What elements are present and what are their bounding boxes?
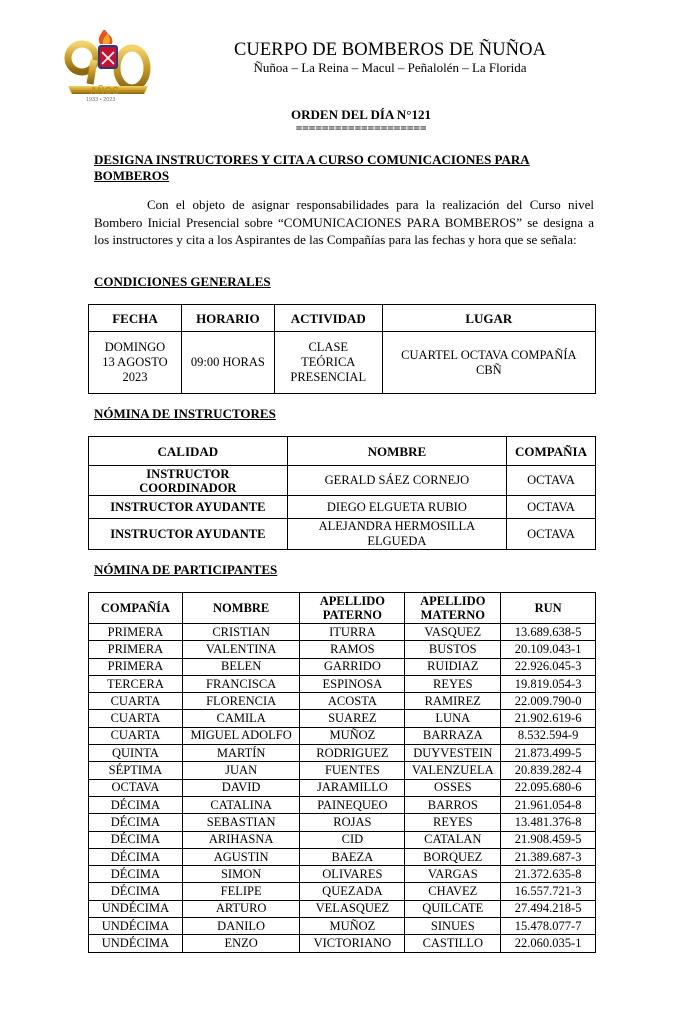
instructor-compania: OCTAVA (507, 466, 596, 496)
participant-apellido-materno: CASTILLO (405, 935, 501, 952)
participant-apellido-materno: CATALAN (405, 831, 501, 848)
participant-apellido-materno: QUILCATE (405, 900, 501, 917)
participant-compania: DÉCIMA (89, 866, 183, 883)
header-compania: COMPAÑIA (507, 437, 596, 466)
participant-row (89, 762, 596, 779)
intro-paragraph: Con el objeto de asignar responsabilidades para la realización del Curso nivel Bombero Inicial Presencial sobre “COMUNICACIONES PARA BOMBEROS” se designa a los instructores y cita a los Aspirantes de las Compañías para las fechas y hora que se señala: (94, 197, 594, 247)
organization-communes: Ñuñoa – La Reina – Macul – Peñalolén – La Florida (253, 60, 527, 75)
participant-row (89, 848, 596, 865)
participants-heading: NÓMINA DE PARTICIPANTES (94, 562, 278, 577)
participant-nombre: MIGUEL ADOLFO (182, 727, 300, 744)
participant-compania: UNDÉCIMA (89, 918, 183, 935)
participant-compania: QUINTA (89, 745, 183, 762)
header-compania: COMPAÑÍA (89, 593, 183, 624)
participant-row (89, 883, 596, 900)
participant-run: 22.926.045-3 (501, 658, 596, 675)
participant-compania: PRIMERA (89, 658, 183, 675)
participant-run: 15.478.077-7 (501, 918, 596, 935)
participant-apellido-paterno: VELASQUEZ (300, 900, 405, 917)
participant-run: 21.389.687-3 (501, 848, 596, 865)
participant-apellido-materno: BORQUEZ (405, 848, 501, 865)
participant-apellido-materno: SINUES (405, 918, 501, 935)
participant-row (89, 675, 596, 692)
participant-nombre: DANILO (182, 918, 300, 935)
participant-apellido-materno: VALENZUELA (405, 762, 501, 779)
participant-apellido-materno: DUYVESTEIN (405, 745, 501, 762)
participant-apellido-paterno: MUÑOZ (300, 918, 405, 935)
participant-nombre: ARIHASNA (182, 831, 300, 848)
participant-nombre: FRANCISCA (182, 675, 300, 692)
header-nombre: NOMBRE (182, 593, 300, 624)
header-lugar: LUGAR (382, 305, 595, 332)
participant-row (89, 831, 596, 848)
participant-run: 20.839.282-4 (501, 762, 596, 779)
instructors-heading: NÓMINA DE INSTRUCTORES (94, 406, 276, 421)
participants-table (88, 592, 596, 953)
participant-apellido-materno: LUNA (405, 710, 501, 727)
header-nombre: NOMBRE (287, 437, 506, 466)
participant-apellido-paterno: ACOSTA (300, 693, 405, 710)
instructor-nombre: GERALD SÁEZ CORNEJO (287, 466, 506, 496)
participant-compania: DÉCIMA (89, 848, 183, 865)
cell-lugar: CUARTEL OCTAVA COMPAÑÍA CBÑ (382, 332, 595, 394)
participant-compania: CUARTA (89, 693, 183, 710)
instructor-nombre: ALEJANDRA HERMOSILLA ELGUEDA (287, 519, 506, 550)
participant-compania: CUARTA (89, 710, 183, 727)
participants-body (89, 624, 596, 953)
header-calidad: CALIDAD (89, 437, 288, 466)
participant-row (89, 710, 596, 727)
participant-row (89, 866, 596, 883)
participant-apellido-materno: REYES (405, 675, 501, 692)
participant-row (89, 641, 596, 658)
participant-compania: PRIMERA (89, 624, 183, 641)
participant-apellido-paterno: MUÑOZ (300, 727, 405, 744)
participant-compania: DÉCIMA (89, 796, 183, 813)
order-title-rule: ==================== (295, 121, 427, 135)
participant-apellido-paterno: OLIVARES (300, 866, 405, 883)
participant-apellido-paterno: RAMOS (300, 641, 405, 658)
participant-nombre: ENZO (182, 935, 300, 952)
instructors-header-row (89, 437, 596, 466)
cell-actividad: CLASE TEÓRICA PRESENCIAL (274, 332, 382, 394)
participant-compania: DÉCIMA (89, 814, 183, 831)
cell-fecha: DOMINGO 13 AGOSTO 2023 (89, 332, 182, 394)
participant-apellido-paterno: RODRIGUEZ (300, 745, 405, 762)
participant-nombre: DAVID (182, 779, 300, 796)
participant-run: 21.873.499-5 (501, 745, 596, 762)
participant-nombre: FLORENCIA (182, 693, 300, 710)
participant-nombre: AGUSTIN (182, 848, 300, 865)
participant-compania: UNDÉCIMA (89, 900, 183, 917)
participant-apellido-paterno: ESPINOSA (300, 675, 405, 692)
participant-compania: PRIMERA (89, 641, 183, 658)
participant-row (89, 727, 596, 744)
conditions-heading: CONDICIONES GENERALES (94, 274, 271, 289)
participant-run: 21.961.054-8 (501, 796, 596, 813)
participant-compania: DÉCIMA (89, 831, 183, 848)
instructor-row (89, 519, 596, 550)
participant-apellido-paterno: ROJAS (300, 814, 405, 831)
participant-run: 13.689.638-5 (501, 624, 596, 641)
participant-run: 22.095.680-6 (501, 779, 596, 796)
participant-apellido-paterno: ITURRA (300, 624, 405, 641)
participant-run: 8.532.594-9 (501, 727, 596, 744)
participant-apellido-materno: RUIDIAZ (405, 658, 501, 675)
anniversary-logo (60, 30, 156, 106)
participant-nombre: SEBASTIAN (182, 814, 300, 831)
participant-apellido-materno: VARGAS (405, 866, 501, 883)
participant-nombre: SIMON (182, 866, 300, 883)
participant-run: 22.060.035-1 (501, 935, 596, 952)
participant-row (89, 935, 596, 952)
participant-run: 21.908.459-5 (501, 831, 596, 848)
participant-run: 16.557.721-3 (501, 883, 596, 900)
header-fecha: FECHA (89, 305, 182, 332)
participant-compania: CUARTA (89, 727, 183, 744)
cell-horario: 09:00 HORAS (181, 332, 274, 394)
participant-run: 20.109.043-1 (501, 641, 596, 658)
header-apellido-paterno: APELLIDO PATERNO (300, 593, 405, 624)
header-apellido-materno: APELLIDO MATERNO (405, 593, 501, 624)
participant-nombre: ARTURO (182, 900, 300, 917)
participant-apellido-paterno: QUEZADA (300, 883, 405, 900)
participant-row (89, 900, 596, 917)
document-subject: DESIGNA INSTRUCTORES Y CITA A CURSO COMUNICACIONES PARA BOMBEROS (94, 152, 530, 183)
order-title: ORDEN DEL DÍA N°121 (291, 107, 431, 122)
participant-run: 27.494.218-5 (501, 900, 596, 917)
instructor-compania: OCTAVA (507, 519, 596, 550)
participant-row (89, 779, 596, 796)
logo-label: AÑOS (90, 86, 119, 97)
participant-row (89, 814, 596, 831)
participant-nombre: MARTÍN (182, 745, 300, 762)
instructor-row (89, 466, 596, 496)
participant-nombre: JUAN (182, 762, 300, 779)
conditions-table (88, 304, 596, 394)
participant-nombre: BELEN (182, 658, 300, 675)
participant-apellido-materno: BUSTOS (405, 641, 501, 658)
logo-years: 1933 • 2023 (86, 97, 116, 103)
participant-row (89, 658, 596, 675)
participant-nombre: FELIPE (182, 883, 300, 900)
participant-apellido-paterno: BAEZA (300, 848, 405, 865)
participants-header-row (89, 593, 596, 624)
header-actividad: ACTIVIDAD (274, 305, 382, 332)
participant-run: 21.902.619-6 (501, 710, 596, 727)
instructor-calidad: INSTRUCTOR AYUDANTE (89, 519, 288, 550)
header-run: RUN (501, 593, 596, 624)
participant-run: 13.481.376-8 (501, 814, 596, 831)
participant-row (89, 796, 596, 813)
conditions-row (89, 332, 596, 394)
participant-compania: OCTAVA (89, 779, 183, 796)
instructor-compania: OCTAVA (507, 496, 596, 519)
participant-apellido-paterno: VICTORIANO (300, 935, 405, 952)
participant-compania: DÉCIMA (89, 883, 183, 900)
participant-apellido-paterno: PAINEQUEO (300, 796, 405, 813)
participant-apellido-materno: VASQUEZ (405, 624, 501, 641)
participant-apellido-materno: RAMIREZ (405, 693, 501, 710)
participant-compania: UNDÉCIMA (89, 935, 183, 952)
participant-run: 22.009.790-0 (501, 693, 596, 710)
participant-apellido-paterno: JARAMILLO (300, 779, 405, 796)
participant-run: 21.372.635-8 (501, 866, 596, 883)
participant-row (89, 745, 596, 762)
participant-nombre: VALENTINA (182, 641, 300, 658)
participant-run: 19.819.054-3 (501, 675, 596, 692)
participant-row (89, 624, 596, 641)
organization-name: CUERPO DE BOMBEROS DE ÑUÑOA (233, 40, 547, 60)
participant-row (89, 693, 596, 710)
participant-apellido-materno: BARRAZA (405, 727, 501, 744)
instructor-nombre: DIEGO ELGUETA RUBIO (287, 496, 506, 519)
instructor-calidad: INSTRUCTOR COORDINADOR (89, 466, 288, 496)
conditions-header-row (89, 305, 596, 332)
participant-apellido-materno: REYES (405, 814, 501, 831)
participant-compania: TERCERA (89, 675, 183, 692)
participant-compania: SÉPTIMA (89, 762, 183, 779)
participant-apellido-paterno: FUENTES (300, 762, 405, 779)
participant-apellido-paterno: SUAREZ (300, 710, 405, 727)
participant-nombre: CATALINA (182, 796, 300, 813)
instructor-calidad: INSTRUCTOR AYUDANTE (89, 496, 288, 519)
instructors-table (88, 436, 596, 550)
header-horario: HORARIO (181, 305, 274, 332)
participant-apellido-materno: BARROS (405, 796, 501, 813)
participant-apellido-materno: OSSES (405, 779, 501, 796)
instructor-row (89, 496, 596, 519)
participant-apellido-paterno: GARRIDO (300, 658, 405, 675)
participant-row (89, 918, 596, 935)
participant-apellido-materno: CHAVEZ (405, 883, 501, 900)
participant-nombre: CAMILA (182, 710, 300, 727)
participant-nombre: CRISTIAN (182, 624, 300, 641)
participant-apellido-paterno: CID (300, 831, 405, 848)
